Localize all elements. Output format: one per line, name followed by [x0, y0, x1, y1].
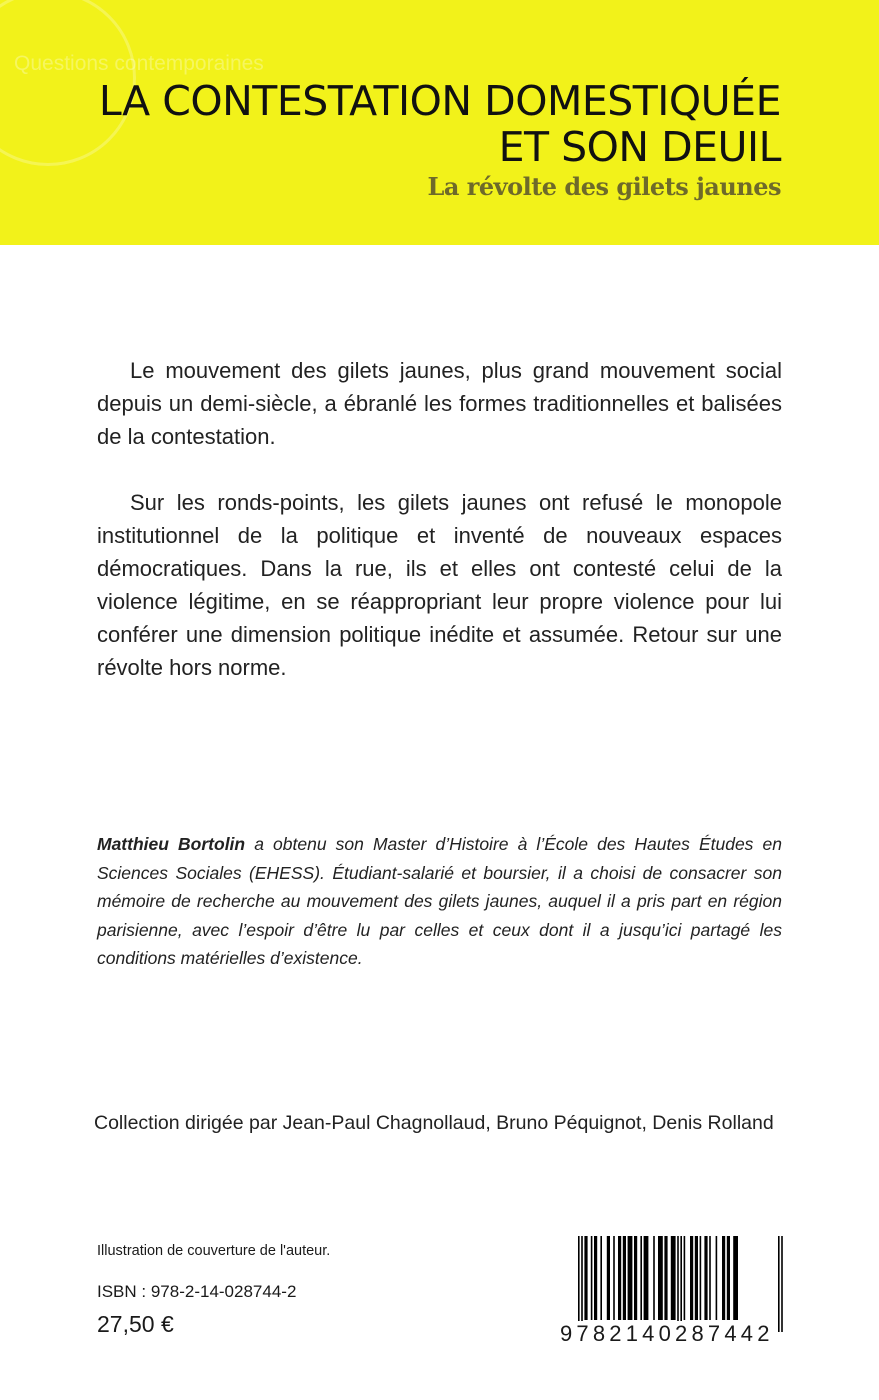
barcode-bar — [727, 1236, 730, 1320]
barcode-bar — [628, 1236, 633, 1320]
barcode-bar — [722, 1236, 725, 1320]
barcode-bar — [600, 1236, 602, 1320]
author-name: Matthieu Bortolin — [97, 834, 246, 854]
barcode-bar — [671, 1236, 676, 1320]
barcode-bar — [704, 1236, 707, 1320]
barcode-bar — [781, 1236, 783, 1332]
barcode-bar — [716, 1236, 718, 1320]
barcode-bar — [644, 1236, 649, 1320]
author-bio — [97, 830, 782, 973]
author-bio-text: a obtenu son Master d’Histoire à l’École des Hautes Études en Sciences Sociales (EHESS). Étudiant-salarié et boursier, il a choisi de consacrer son mémoire de recherche au mouvement des gilets jaunes, auquel il a pris part en région parisienne, avec l’espoir d’être lu par celles et ceux dont il a jusqu’ici partagé les conditions matérielles d’existence. — [97, 834, 782, 968]
title-line-1: LA CONTESTATION DOMESTIQUÉE — [98, 77, 781, 125]
barcode-bar — [653, 1236, 655, 1320]
barcode-bar — [733, 1236, 738, 1320]
barcode-bar — [591, 1236, 593, 1320]
book-title — [99, 78, 781, 170]
barcode-bar — [778, 1236, 780, 1332]
isbn: ISBN : 978-2-14-028744-2 — [97, 1282, 297, 1301]
barcode-bar — [634, 1236, 637, 1320]
illustration-credit: Illustration de couverture de l'auteur. — [97, 1243, 331, 1259]
barcode-bar — [684, 1236, 686, 1320]
barcode-bar — [581, 1236, 583, 1332]
barcode-bar — [578, 1236, 580, 1332]
barcode-bar — [594, 1236, 597, 1320]
book-subtitle: La révolte des gilets jaunes — [427, 172, 781, 201]
barcode-bar — [695, 1236, 698, 1320]
barcode-bar — [700, 1236, 702, 1320]
collection-watermark: Questions contemporaines — [14, 52, 264, 75]
barcode-bar — [607, 1236, 610, 1320]
barcode-bar — [690, 1236, 693, 1320]
barcode — [560, 1236, 785, 1351]
barcode-bar — [640, 1236, 642, 1320]
title-line-2: ET SON DEUIL — [498, 123, 781, 171]
barcode-bar — [680, 1236, 682, 1332]
title-band — [0, 0, 879, 245]
blurb-paragraph-2: Sur les ronds-points, les gilets jaunes ont refusé le monopole institutionnel de la politique et inventé de nouveaux espaces démocratiques. Dans la rue, ils et elles ont contesté celui de la violence légitime, en se réappropriant leur propre violence pour lui conférer une dimension politique inédite et assumée. Retour sur une révolte hors norme. — [97, 490, 782, 680]
barcode-bar — [709, 1236, 711, 1320]
barcode-bar — [677, 1236, 679, 1332]
barcode-bar — [623, 1236, 626, 1320]
barcode-digits — [560, 1321, 774, 1347]
barcode-bar — [658, 1236, 663, 1320]
barcode-bar — [613, 1236, 615, 1320]
blurb-paragraph-1: Le mouvement des gilets jaunes, plus grand mouvement social depuis un demi-siècle, a ébranlé les formes traditionnelles et balisées de la contestation. — [97, 358, 782, 449]
collection-editors: Collection dirigée par Jean-Paul Chagnollaud, Bruno Péquignot, Denis Rolland — [94, 1112, 774, 1134]
barcode-bar — [664, 1236, 667, 1320]
price: 27,50 € — [97, 1311, 174, 1337]
barcode-bars — [578, 1236, 783, 1332]
barcode-number: 9782140287442 — [560, 1321, 774, 1346]
barcode-bar — [584, 1236, 587, 1320]
barcode-bar — [618, 1236, 621, 1320]
